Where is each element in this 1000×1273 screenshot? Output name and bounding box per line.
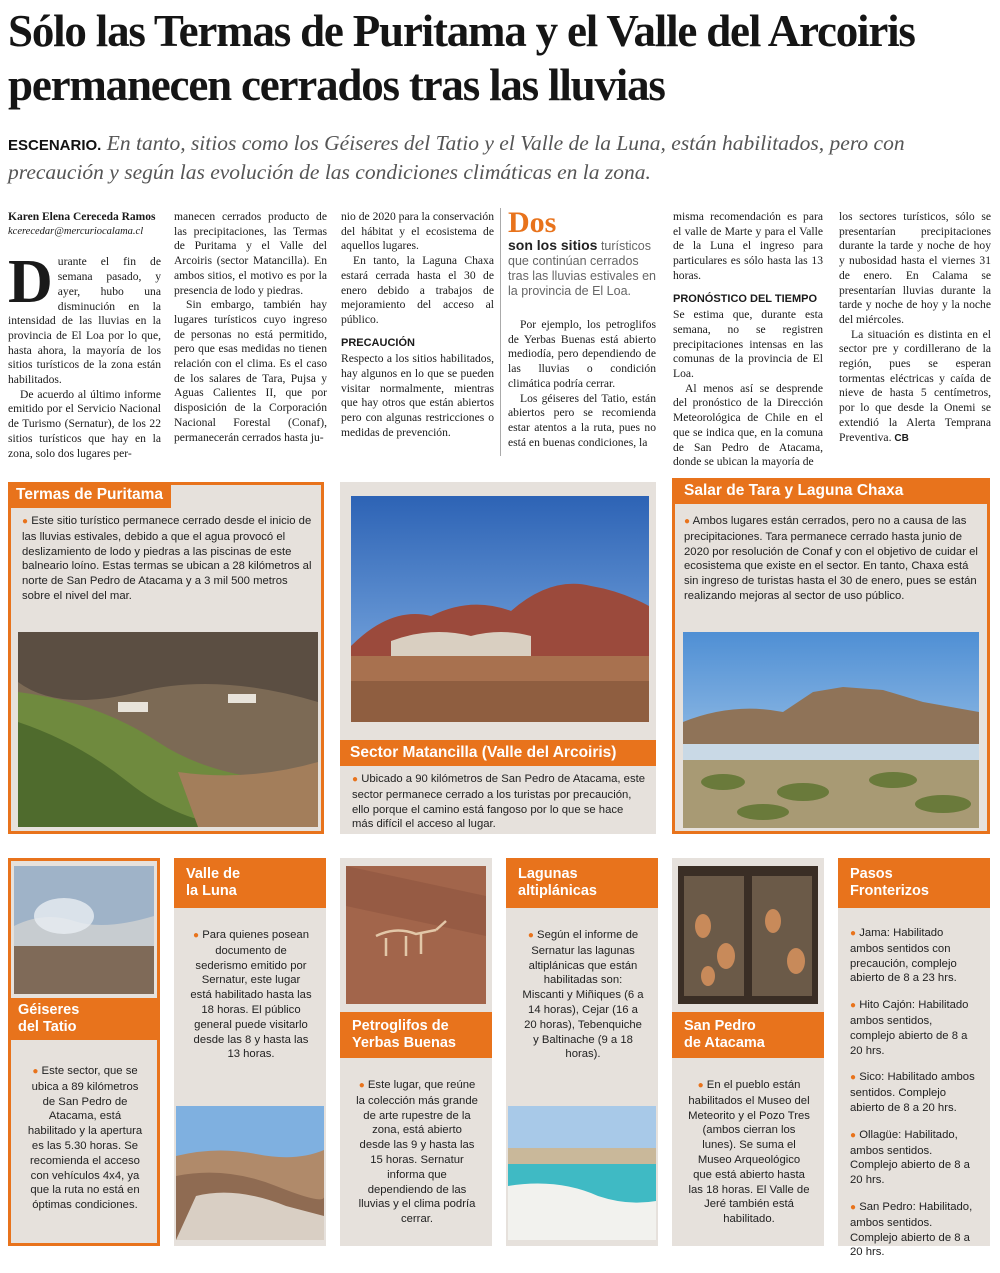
list-item-text: Sico: Habilitado ambos sentidos. Complejo abierto de 8 a 20 hrs.: [850, 1071, 975, 1114]
subheading-pronostico: PRONÓSTICO DEL TIEMPO: [673, 292, 818, 305]
card-text: [24, 1064, 146, 1213]
bullet-icon: ●: [850, 928, 857, 939]
card-title-line: Petroglifos de: [352, 1018, 449, 1034]
card-text: [684, 514, 978, 604]
card-title: [506, 858, 658, 908]
card-title-line: de Atacama: [684, 1035, 765, 1051]
column-4: [508, 318, 656, 450]
bullet-icon: ●: [850, 1129, 857, 1141]
bullet-icon: ●: [527, 930, 534, 941]
paragraph: [839, 328, 991, 447]
photo-tatio: [14, 866, 154, 994]
paragraph-text: urante el fin de semana pasado, y ayer, hubo una disminución en la intensidad de las lluvias en la provincia de El Loa por lo que, hasta ahora, la mayoría de los sitios turísticos de la zona están habilitados.: [8, 255, 161, 387]
card-title: Salar de Tara y Laguna Chaxa: [672, 478, 990, 504]
card-title-line: Fronterizos: [850, 883, 929, 899]
deck-kicker: ESCENARIO.: [8, 137, 102, 154]
paragraph-text: La situación es distinta en el sector pre y cordillerano de la región, pues se esperan tormentas eléctricas y caída de nieve de hasta 5 centímetros, por lo que desde la Onemi se extendió la Alerta Temprana Preventiva.: [839, 327, 991, 444]
byline: Karen Elena Cereceda Ramos: [8, 211, 156, 223]
highlight-number: Dos: [508, 206, 557, 239]
card-title-line: Valle de: [186, 866, 241, 882]
card-title-line: altiplánicas: [518, 883, 597, 899]
column-divider: [500, 208, 501, 456]
paragraph: [8, 248, 161, 387]
bullet-icon: ●: [358, 1080, 365, 1091]
paragraph: manecen cerrados producto de las precipitaciones, las Termas de Puritama y el Valle del Arcoiris (sector Matancilla). En ambos sitios, el motivo es por la presencia de lodo y piedras.: [174, 210, 327, 297]
card-text-body: Para quienes posean documento de sederismo emitido por Sernatur, este lugar está habilitado hasta las 18 horas. El público general puede visitarlo desde las 8 y hasta las 13 horas.: [190, 929, 312, 1061]
highlight-bold: son los sitios: [508, 237, 598, 253]
photo-puritama: [18, 632, 318, 827]
end-mark: CB: [894, 432, 909, 444]
bullet-icon: ●: [352, 774, 359, 785]
card-title-line: Yerbas Buenas: [352, 1035, 456, 1051]
card-title: Sector Matancilla (Valle del Arcoiris): [340, 740, 656, 766]
bullet-icon: ●: [850, 1072, 857, 1084]
card-text-body: Ambos lugares están cerrados, pero no a causa de las precipitaciones. Tara permanece cerrado hasta junio de 2020 por resolución de Conaf y con el objetivo de cuidar el ecosistema que existe en el sector. En tanto, Chaxa está sin ingreso de turistas hasta el 30 de enero, pues se están realizando mejoras al sector de uso público.: [684, 515, 978, 602]
bullet-icon: ●: [850, 1201, 857, 1213]
bullet-icon: ●: [22, 516, 29, 527]
subheading-precaucion: PRECAUCIÓN: [341, 336, 415, 349]
photo-lagunas: [508, 1106, 656, 1240]
list-item: [850, 1128, 978, 1188]
card-title-line: Géiseres: [18, 1002, 80, 1018]
list-item-text: Jama: Habilitado ambos sentidos con precaución, complejo abierto de 8 a 23 hrs.: [850, 927, 957, 985]
paragraph: Sin embargo, también hay lugares turísticos cuyo ingreso de personas no está permitido, pero que esas medidas no tienen relación con el clima. Es el caso de los salares de Tara, Pujsa y Aguas Calientes II, que por disposición de la Corporación Nacional Forestal (Conaf), permanecerán cerrados hasta ju-: [174, 298, 327, 444]
highlight-rest: turísticos que continúan cerrados tras las lluvias estivales en la provincia de El Loa.: [508, 239, 656, 298]
photo-matancilla: [351, 496, 649, 722]
deck: [8, 130, 993, 185]
card-title: [672, 1012, 824, 1058]
paragraph: Se estima que, durante esta semana, no se registren precipitaciones intensas en las comunas de la provincia de El Loa.: [673, 308, 823, 381]
card-text-body: En el pueblo están habilitados el Museo del Meteorito y el Pozo Tres (ambos cierran los lunes). Se suma el Museo Arqueológico que está abierto hasta las 18 horas. El Valle de Jeré también está habilitado.: [688, 1079, 810, 1226]
card-text-body: Este sitio turístico permanece cerrado desde el inicio de las lluvias estivales, debido a que el agua provocó el deslizamiento de lodo y piedras a las piscinas de este balneario loíno. Estas termas se ubican a 28 kilómetros al norte de San Pedro de Atacama y a 3 mil 500 metros sobre el nivel del mar.: [22, 515, 312, 602]
card-title: [838, 858, 990, 908]
list-item-text: Hito Cajón: Habilitado ambos sentidos, complejo abierto de 8 a 20 hrs.: [850, 999, 969, 1057]
card-text: [522, 928, 644, 1062]
highlight-text: [508, 238, 656, 299]
list-item: [850, 1070, 978, 1115]
card-text: [22, 514, 314, 604]
paragraph: Por ejemplo, los petroglifos de Yerbas Buenas está abierto mediodía, pero dependiendo de las lluvias o condición climática podría cerrar.: [508, 318, 656, 390]
paragraph: Respecto a los sitios habilitados, hay algunos en lo que se pueden visitar normalmente, mientras que hay otros que están abiertos pero con algunas restricciones o medidas de prevención.: [341, 352, 494, 439]
card-text: [688, 1078, 810, 1227]
photo-petroglifos: [346, 866, 486, 1004]
paragraph: nio de 2020 para la conservación del hábitat y el ecosistema de aquellos lugares.: [341, 210, 494, 253]
card-text: [352, 772, 646, 832]
card-title-line: Lagunas: [518, 866, 578, 882]
bullet-icon: ●: [32, 1066, 39, 1077]
pasos-list: [850, 926, 978, 1272]
bullet-icon: ●: [850, 1000, 857, 1012]
card-text-body: Este lugar, que reúne la colección más grande de arte rupestre de la zona, está abierto desde las 9 y hasta las 15 horas. Sernatur informa que dependiendo de las lluvias y el clima podría cerrar.: [356, 1079, 478, 1226]
list-item-text: Ollagüe: Habilitado, ambos sentidos. Complejo abierto de 8 a 20 hrs.: [850, 1128, 970, 1187]
list-item: [850, 926, 978, 986]
photo-museo: [678, 866, 818, 1004]
column-5: [673, 210, 823, 470]
column-3: [341, 210, 494, 441]
paragraph: Los géiseres del Tatio, están abiertos pero se recomienda estar atentos a la ruta, pues no está en buenas condiciones, la: [508, 391, 656, 449]
photo-valle-luna: [176, 1106, 324, 1240]
paragraph: misma recomendación es para el valle de Marte y para el Valle de la Luna el ingreso para particulares es sólo hasta las 13 horas.: [673, 210, 823, 282]
card-title: Termas de Puritama: [8, 482, 171, 508]
card-text-body: Ubicado a 90 kilómetros de San Pedro de Atacama, este sector permanece cerrado a los turistas por precaución, ello porque el camino está fangoso por lo que se hace más difícil el acceso al lugar.: [352, 773, 646, 831]
list-item: [850, 1200, 978, 1260]
card-title-line: del Tatio: [18, 1019, 77, 1035]
photo-tara: [683, 632, 979, 828]
column-2: [174, 210, 327, 445]
list-item: [850, 998, 978, 1058]
paragraph: De acuerdo al último informe emitido por el Servicio Nacional de Turismo (Sernatur), de los 22 sitios turísticos que hay en la zona, solo dos lugares per-: [8, 387, 161, 460]
deck-text: En tanto, sitios como los Géiseres del Tatio y el Valle de la Luna, están habilitados, pero con precaución y según las evolución de las condiciones climáticas en la zona.: [8, 131, 905, 184]
author-email[interactable]: kcerecedar@mercuriocalama.cl: [8, 225, 144, 237]
card-title-line: San Pedro: [684, 1018, 756, 1034]
paragraph: En tanto, la Laguna Chaxa estará cerrada hasta el 30 de enero debido a trabajos de mejoramiento del acceso al público.: [341, 254, 494, 326]
card-text-body: Este sector, que se ubica a 89 kilómetros de San Pedro de Atacama, está habilitado y la apertura es las 5.30 horas. Se recomienda el acceso con vehículos 4x4, ya que la ruta no está en óptimas condiciones.: [27, 1065, 143, 1212]
highlight-box: [508, 208, 656, 299]
bullet-icon: ●: [193, 930, 200, 941]
headline: Sólo las Termas de Puritama y el Valle del Arcoiris permanecen cerrados tras las lluvias: [8, 6, 915, 110]
card-text-body: Según el informe de Sernatur las lagunas altiplánicas que están habilitadas son: Miscanti y Miñiques (6 a 14 horas), Cejar (16 a 20 horas), Tebenquiche y Baltinache (9 a 18 horas).: [522, 929, 644, 1061]
card-title-line: la Luna: [186, 883, 237, 899]
card-title-line: Pasos: [850, 866, 893, 882]
card-text: [190, 928, 312, 1062]
paragraph: Al menos así se desprende del pronóstico de la Dirección Meteorológica de Chile en el que se indica que, en la comuna de San Pedro de Atacama, donde se ubican la mayoría de: [673, 381, 823, 469]
dropcap: D: [8, 248, 53, 317]
card-title: [340, 1012, 492, 1058]
card-title: [8, 998, 160, 1040]
card-title: [174, 858, 326, 908]
bullet-icon: ●: [697, 1080, 704, 1091]
bullet-icon: ●: [684, 516, 691, 527]
card-text: [356, 1078, 478, 1227]
column-1: [8, 210, 161, 461]
paragraph: los sectores turísticos, sólo se presentarían precipitaciones durante la tarde y noche de hoy y nubosidad hasta el viernes 31 de enero. En Calama se presentarían lluvias durante la tarde y noche de hoy y la noche del miércoles.: [839, 210, 991, 326]
column-6: [839, 210, 991, 446]
list-item-text: San Pedro: Habilitado, ambos sentidos. Complejo abierto de 8 a 20 hrs.: [850, 1200, 973, 1259]
